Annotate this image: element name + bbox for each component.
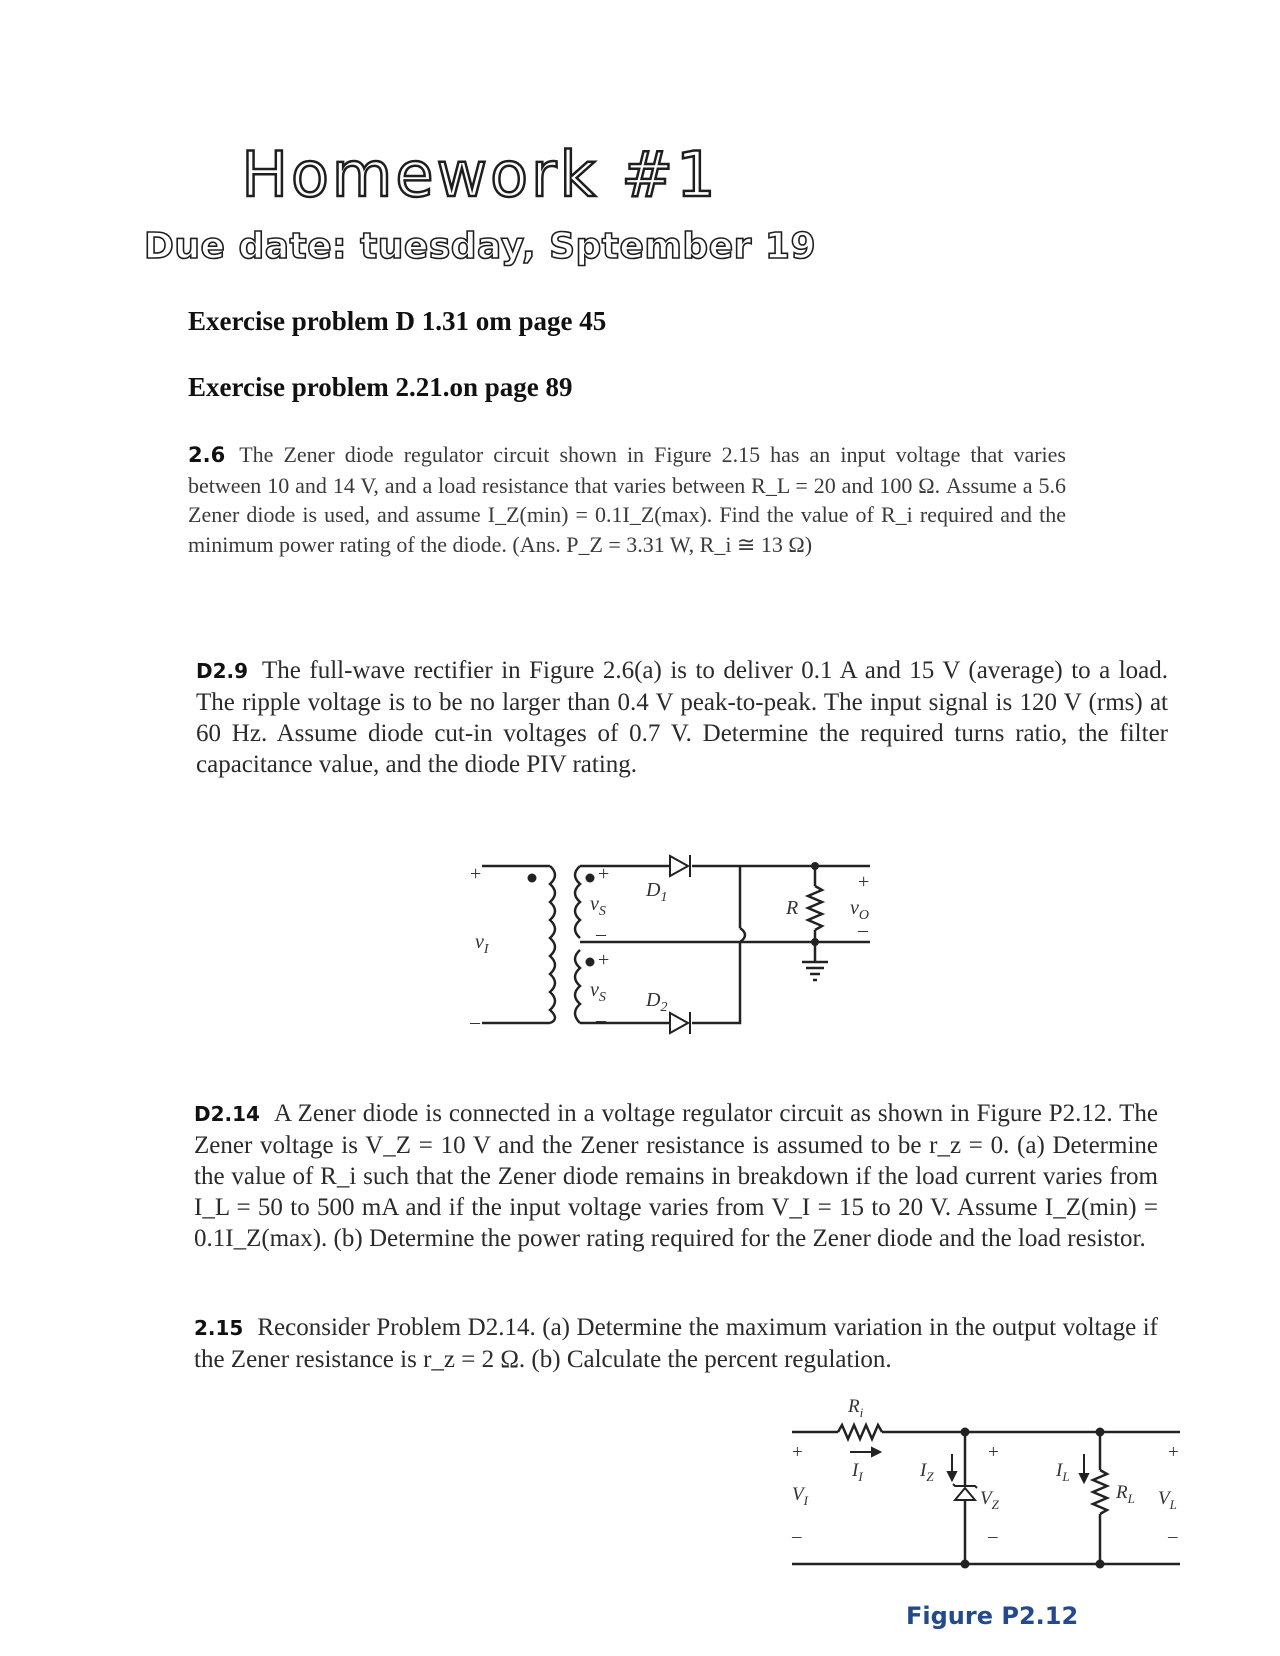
- problem-number: 2.6: [188, 443, 226, 467]
- full-wave-rectifier-diagram: [470, 836, 890, 1046]
- secondary-upper-coil: [575, 866, 580, 938]
- vs-lower-minus: –: [596, 1009, 606, 1031]
- diode-d1-icon: [670, 855, 690, 877]
- primary-coil: [550, 866, 555, 1023]
- vo-minus: –: [858, 919, 868, 941]
- il-label: $I_L$: [1056, 1460, 1070, 1484]
- ground-symbol: [802, 962, 828, 980]
- node-rl-bottom-icon: [1096, 1560, 1105, 1569]
- vi-minus: –: [792, 1526, 802, 1547]
- vs-upper-label: $v_S$: [590, 893, 606, 919]
- figure-caption: Figure P2.12: [906, 1602, 1079, 1630]
- vz-plus: +: [988, 1442, 999, 1463]
- secondary-lower-coil: [575, 950, 580, 1023]
- wire-bottom-up: [692, 954, 740, 1023]
- vi-plus: +: [470, 863, 482, 885]
- resistor-r: [808, 886, 822, 930]
- r-label: R: [786, 897, 799, 919]
- problem-text: A Zener diode is connected in a voltage regulator circuit as shown in Figure P2.12. The Zener voltage is V_Z = 10 V and the Zener resistance is assumed to be r_z = 0. (a) Determine the value of R_i such that the Zener diode remains in breakdown if the load current varies from I_L = 50 to 500 mA and if the input voltage varies from V_I = 15 to 20 V. Assume I_Z(min) = 0.1I_Z(max). (b) Determine the power rating required for the Zener diode and the load resistor.: [194, 1100, 1158, 1252]
- vl-minus: –: [1168, 1526, 1178, 1547]
- vl-label: $V_L$: [1158, 1488, 1177, 1512]
- wire-crossover: [740, 928, 745, 942]
- zener-regulator-diagram: [790, 1392, 1190, 1592]
- vz-label: $V_Z$: [980, 1488, 999, 1512]
- exercise-line-2: Exercise problem 2.21.on page 89: [188, 372, 573, 402]
- node-zener-bottom-icon: [961, 1560, 970, 1569]
- vo-plus: +: [858, 871, 870, 893]
- problem-text: The full-wave rectifier in Figure 2.6(a) is to deliver 0.1 A and 15 V (average) to a load. The ripple voltage is to be no larger than 0.4 V peak-to-peak. The input signal is 120 V (rms) at 60 Hz. Assume diode cut-in voltages of 0.7 V. Determine the required turns ratio, the filter capacitance value, and the diode PIV rating.: [196, 657, 1168, 778]
- problem-text: Reconsider Problem D2.14. (a) Determine the maximum variation in the output voltage if the Zener resistance is r_z = 2 Ω. (b) Calculate the percent regulation.: [194, 1314, 1158, 1373]
- vs-upper-minus: –: [596, 923, 606, 945]
- node-zener-top-icon: [961, 1428, 970, 1437]
- due-date: Due date: tuesday, Sptember 19: [144, 226, 816, 267]
- d2-label: $D_2$: [646, 989, 668, 1015]
- problem-number: 2.15: [194, 1316, 244, 1340]
- vs-upper-plus: +: [598, 863, 610, 885]
- secondary-dot-lower-icon: [586, 958, 595, 967]
- vs-lower-label: $v_S$: [590, 979, 606, 1005]
- d1-label: $D_1$: [646, 879, 668, 905]
- problem-2-15: [194, 1312, 1158, 1375]
- exercise-line-1: Exercise problem D 1.31 om page 45: [188, 306, 607, 336]
- diode-d2-icon: [670, 1012, 690, 1034]
- problem-2-6: [188, 440, 1066, 559]
- vi-label: $v_I$: [475, 931, 489, 957]
- vs-lower-plus: +: [598, 949, 610, 971]
- vz-minus: –: [988, 1526, 998, 1547]
- ii-label: $I_I$: [852, 1460, 863, 1484]
- zener-diode-icon: [953, 1484, 977, 1500]
- vi-minus: –: [470, 1011, 480, 1033]
- problem-number: D2.14: [194, 1102, 260, 1126]
- vi-plus: +: [792, 1442, 803, 1463]
- node-rl-top-icon: [1096, 1428, 1105, 1437]
- secondary-dot-upper-icon: [586, 874, 595, 883]
- rl-label: $R_L$: [1116, 1482, 1135, 1506]
- problem-d2-14: [194, 1098, 1158, 1254]
- problem-text: The Zener diode regulator circuit shown in Figure 2.15 has an input voltage that varies between 10 and 14 V, and a load resistance that varies between R_L = 20 and 100 Ω. Assume a 5.6 Zener diode is used, and assume I_Z(min) = 0.1I_Z(max). Find the value of R_i required and the minimum power rating of the diode. (Ans. P_Z = 3.31 W, R_i ≅ 13 Ω): [188, 442, 1066, 557]
- node-top-icon: [811, 862, 819, 870]
- ri-label: $R_i$: [848, 1396, 864, 1420]
- resistor-rl: [1093, 1470, 1107, 1514]
- vi-label: $V_I$: [792, 1484, 808, 1508]
- primary-dot-icon: [528, 874, 537, 883]
- vl-plus: +: [1168, 1442, 1179, 1463]
- iz-label: $I_Z$: [920, 1460, 934, 1484]
- resistor-ri: [838, 1425, 882, 1439]
- page-title: Homework #1: [241, 138, 719, 211]
- problem-number: D2.9: [196, 659, 249, 683]
- vo-label: $v_O$: [850, 897, 870, 923]
- node-mid-icon: [811, 938, 819, 946]
- problem-d2-9: [196, 655, 1168, 780]
